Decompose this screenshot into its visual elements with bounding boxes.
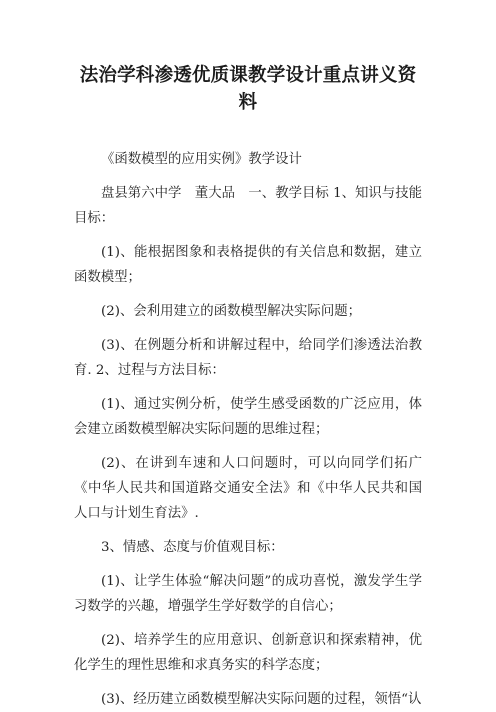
paragraph-knowledge-3: (3)、在例题分析和讲解过程中，给同学们渗透法治教育. 2、过程与方法目标： (74, 338, 422, 378)
paragraph-emotion-1: (1)、让学生体验“解决问题”的成功喜悦，激发学生学习数学的兴趣，增强学生学好数学的自信心； (74, 574, 422, 614)
subtitle-paragraph: 《函数模型的应用实例》教学设计 (101, 152, 302, 167)
paragraph-emotion-heading: 3、情感、态度与价值观目标： (101, 540, 284, 555)
paragraph-process-1: (1)、通过实例分析，使学生感受函数的广泛应用，体会建立函数模型解决实际问题的思维过程； (74, 397, 422, 437)
paragraph-knowledge-2: (2)、会利用建立的函数模型解决实际问题； (101, 304, 361, 319)
document-body (74, 147, 422, 712)
document-title: 法治学科渗透优质课教学设计重点讲义资料 (79, 65, 417, 113)
paragraph-emotion-2: (2)、培养学生的应用意识、创新意识和探索精神，优化学生的理性思维和求真务实的科学态度； (74, 633, 422, 673)
paragraph-emotion-3: (3)、经历建立函数模型解决实际问题的过程，领悟“认 (101, 692, 422, 707)
paragraph-knowledge-1: (1)、能根据图象和表格提供的有关信息和数据，建立函数模型； (74, 245, 422, 285)
paragraph-process-2: (2)、在讲到车速和人口问题时，可以向同学们拓广《中华人民共和国道路交通安全法》和《中华人民共和国人口与计划生育法》. (74, 456, 422, 521)
paragraph-author-objectives: 盘县第六中学 董大品 一、教学目标 1、知识与技能目标： (74, 186, 422, 226)
